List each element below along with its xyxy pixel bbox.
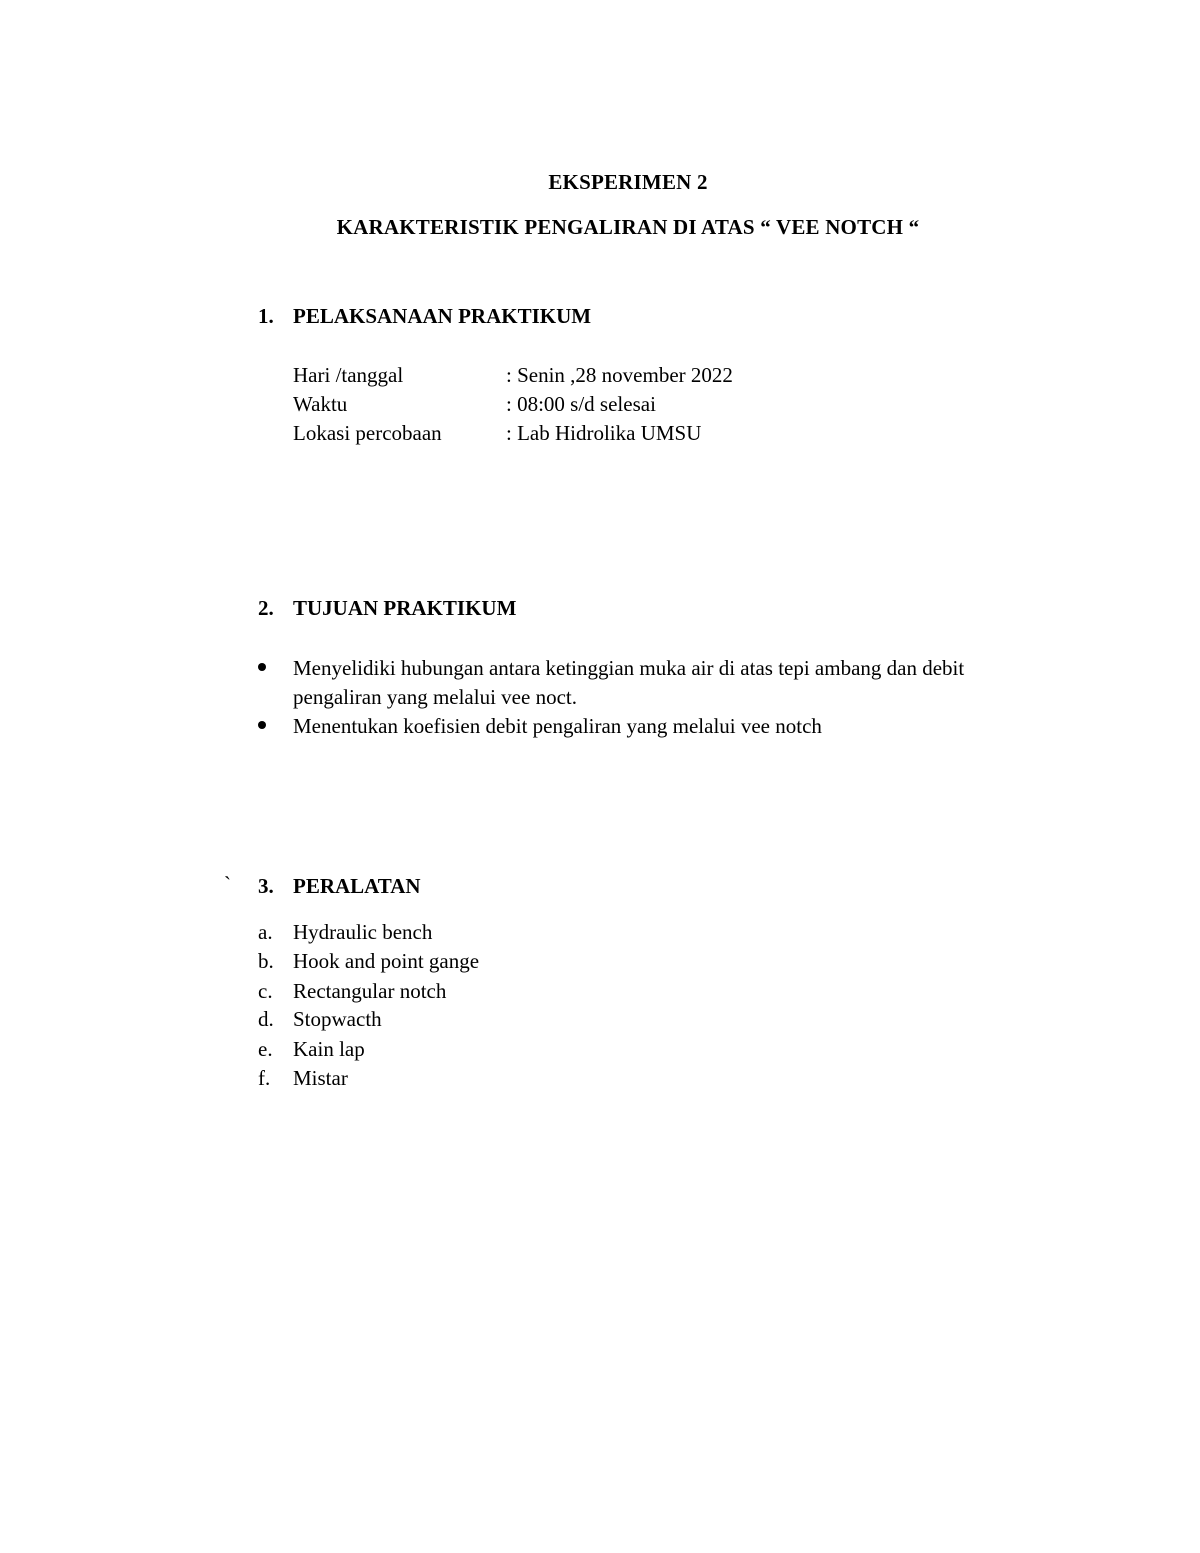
section-3-number: 3. bbox=[258, 874, 274, 898]
info-row-location bbox=[293, 421, 701, 449]
equipment-item: Rectangular notch bbox=[293, 979, 447, 1003]
equipment-marker: a. bbox=[258, 920, 273, 944]
section-3-title: PERALATAN bbox=[293, 874, 421, 898]
objective-item: Menyelidiki hubungan antara ketinggian muka air di atas tepi ambang dan debit pengaliran yang melalui vee noct. bbox=[293, 656, 965, 709]
equipment-marker: b. bbox=[258, 949, 274, 973]
info-value: : 08:00 s/d selesai bbox=[506, 392, 656, 416]
section-1-heading bbox=[258, 304, 591, 329]
equipment-item: Stopwacth bbox=[293, 1007, 382, 1031]
section-1-number: 1. bbox=[258, 304, 274, 328]
bullet-icon bbox=[258, 721, 266, 729]
info-label: Waktu bbox=[293, 392, 348, 416]
info-value: : Senin ,28 november 2022 bbox=[506, 363, 733, 387]
equipment-marker: d. bbox=[258, 1007, 274, 1031]
equipment-item: Hydraulic bench bbox=[293, 920, 433, 944]
equipment-item: Kain lap bbox=[293, 1037, 365, 1061]
document-title: EKSPERIMEN 2 bbox=[548, 170, 708, 194]
equipment-item: Mistar bbox=[293, 1066, 348, 1090]
equipment-marker: c. bbox=[258, 979, 273, 1003]
section-1-title: PELAKSANAAN PRAKTIKUM bbox=[293, 304, 592, 328]
equipment-marker: e. bbox=[258, 1037, 273, 1061]
objective-item: Menentukan koefisien debit pengaliran yang melalui vee notch bbox=[293, 714, 822, 738]
info-row-date bbox=[293, 363, 733, 391]
section-3-heading bbox=[258, 874, 421, 899]
section-2-title: TUJUAN PRAKTIKUM bbox=[293, 596, 517, 620]
section-2-heading bbox=[258, 596, 516, 621]
bullet-icon bbox=[258, 663, 266, 671]
document-subtitle: KARAKTERISTIK PENGALIRAN DI ATAS “ VEE NOTCH “ bbox=[336, 215, 920, 239]
info-label: Hari /tanggal bbox=[293, 363, 404, 387]
info-label: Lokasi percobaan bbox=[293, 421, 442, 445]
section-2-number: 2. bbox=[258, 596, 274, 620]
info-row-time bbox=[293, 392, 656, 420]
equipment-marker: f. bbox=[258, 1066, 271, 1090]
info-value: : Lab Hidrolika UMSU bbox=[506, 421, 702, 445]
equipment-item: Hook and point gange bbox=[293, 949, 480, 973]
stray-mark: ` bbox=[224, 872, 231, 896]
